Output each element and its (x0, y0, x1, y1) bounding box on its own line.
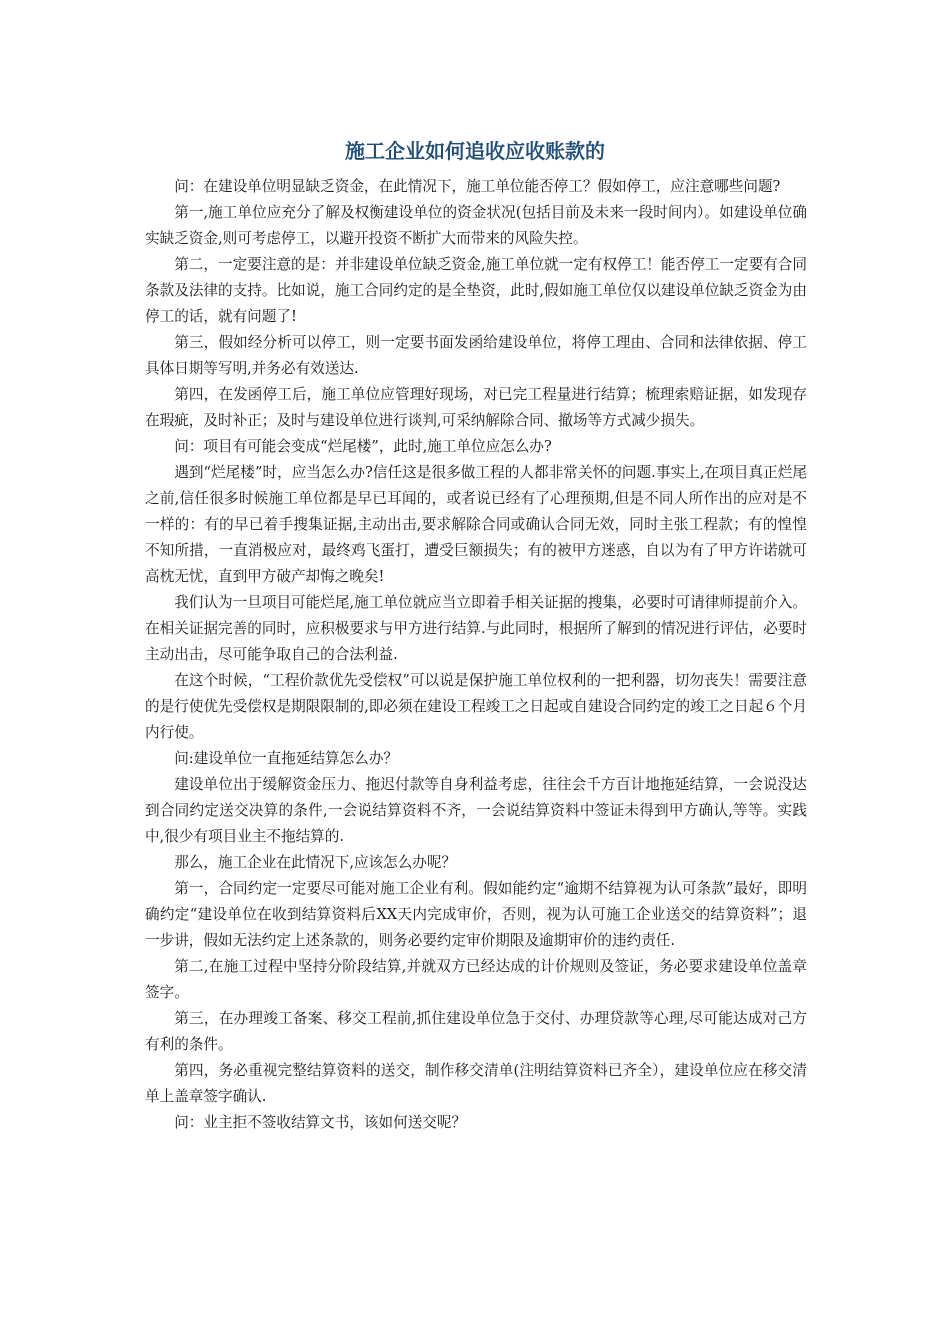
paragraph: 第三，假如经分析可以停工，则一定要书面发函给建设单位，将停工理由、合同和法律依据、停工具体日期等写明,并务必有效送达. (145, 334, 807, 377)
paragraph: 第二，一定要注意的是：并非建设单位缺乏资金,施工单位就一定有权停工！能否停工一定要有合同条款及法律的支持。比如说，施工合同约定的是全垫资，此时,假如施工单位仅以建设单位缺乏资金为由停工的话，就有问题了! (145, 256, 807, 325)
paragraph: 遇到“烂尾楼”时，应当怎么办?信任这是很多做工程的人都非常关怀的问题.事实上,在项目真正烂尾之前,信任很多时候施工单位都是早已耳闻的，或者说已经有了心理预期,但是不同人所作出的应对是不一样的：有的早已着手搜集证据,主动出击,要求解除合同或确认合同无效，同时主张工程款；有的惶惶不知所措，一直消极应对，最终鸡飞蛋打，遭受巨额损失；有的被甲方迷惑，自以为有了甲方许诺就可高枕无忧，直到甲方破产却悔之晚矣! (145, 464, 807, 585)
paragraph: 问：在建设单位明显缺乏资金，在此情况下，施工单位能否停工？假如停工，应注意哪些问题? (174, 178, 781, 195)
paragraph: 第二,在施工过程中坚持分阶段结算,并就双方已经达成的计价规则及签证，务必要求建设单位盖章签字。 (145, 958, 807, 1001)
paragraph: 我们认为一旦项目可能烂尾,施工单位就应当立即着手相关证据的搜集，必要时可请律师提前介入。在相关证据完善的同时，应积极要求与甲方进行结算.与此同时，根据所了解到的情况进行评估，必要时主动出击，尽可能争取自己的合法利益. (145, 594, 807, 663)
paragraph: 第四，务必重视完整结算资料的送交，制作移交清单(注明结算资料已齐全），建设单位应在移交清单上盖章签字确认. (145, 1062, 807, 1105)
paragraph: 问:建设单位一直拖延结算怎么办？ (174, 750, 399, 767)
paragraph: 建设单位出于缓解资金压力、拖迟付款等自身利益考虑，往往会千方百计地拖延结算，一会说没达到合同约定送交决算的条件,一会说结算资料不齐，一会说结算资料中签证未得到甲方确认,等等。实践中,很少有项目业主不拖结算的. (145, 776, 807, 845)
paragraph: 在这个时候，“工程价款优先受偿权”可以说是保护施工单位权利的一把利器，切勿丧失！需要注意的是行使优先受偿权是期限限制的,即必须在建设工程竣工之日起或自建设合同约定的竣工之日起６个月内行使。 (145, 672, 807, 741)
paragraph: 第一,施工单位应充分了解及权衡建设单位的资金状况(包括目前及未来一段时间内）。如建设单位确实缺乏资金,则可考虑停工，以避开投资不断扩大而带来的风险失控。 (145, 204, 807, 247)
paragraph: 问：业主拒不签收结算文书，该如何送交呢？ (174, 1114, 467, 1131)
paragraph: 那么，施工企业在此情况下,应该怎么办呢？ (174, 854, 457, 871)
paragraph: 第三，在办理竣工备案、移交工程前,抓住建设单位急于交付、办理贷款等心理,尽可能达成对己方有利的条件。 (145, 1010, 807, 1053)
paragraph: 第一，合同约定一定要尽可能对施工企业有利。假如能约定“逾期不结算视为认可条款”最好，即明确约定“建设单位在收到结算资料后XX天内完成审价，否则，视为认可施工企业送交的结算资料”；退一步讲，假如无法约定上述条款的，则务必要约定审价期限及逾期审价的违约责任. (145, 880, 807, 949)
document-body (145, 174, 807, 1136)
paragraph: 问：项目有可能会变成“烂尾楼”，此时,施工单位应怎么办? (174, 438, 552, 455)
paragraph: 第四，在发函停工后，施工单位应管理好现场，对已完工程量进行结算；梳理索赔证据，如发现存在瑕疵，及时补正；及时与建设单位进行谈判,可采纳解除合同、撤场等方式减少损失。 (145, 386, 807, 429)
document-title: 施工企业如何追收应收账款的 (345, 139, 605, 163)
